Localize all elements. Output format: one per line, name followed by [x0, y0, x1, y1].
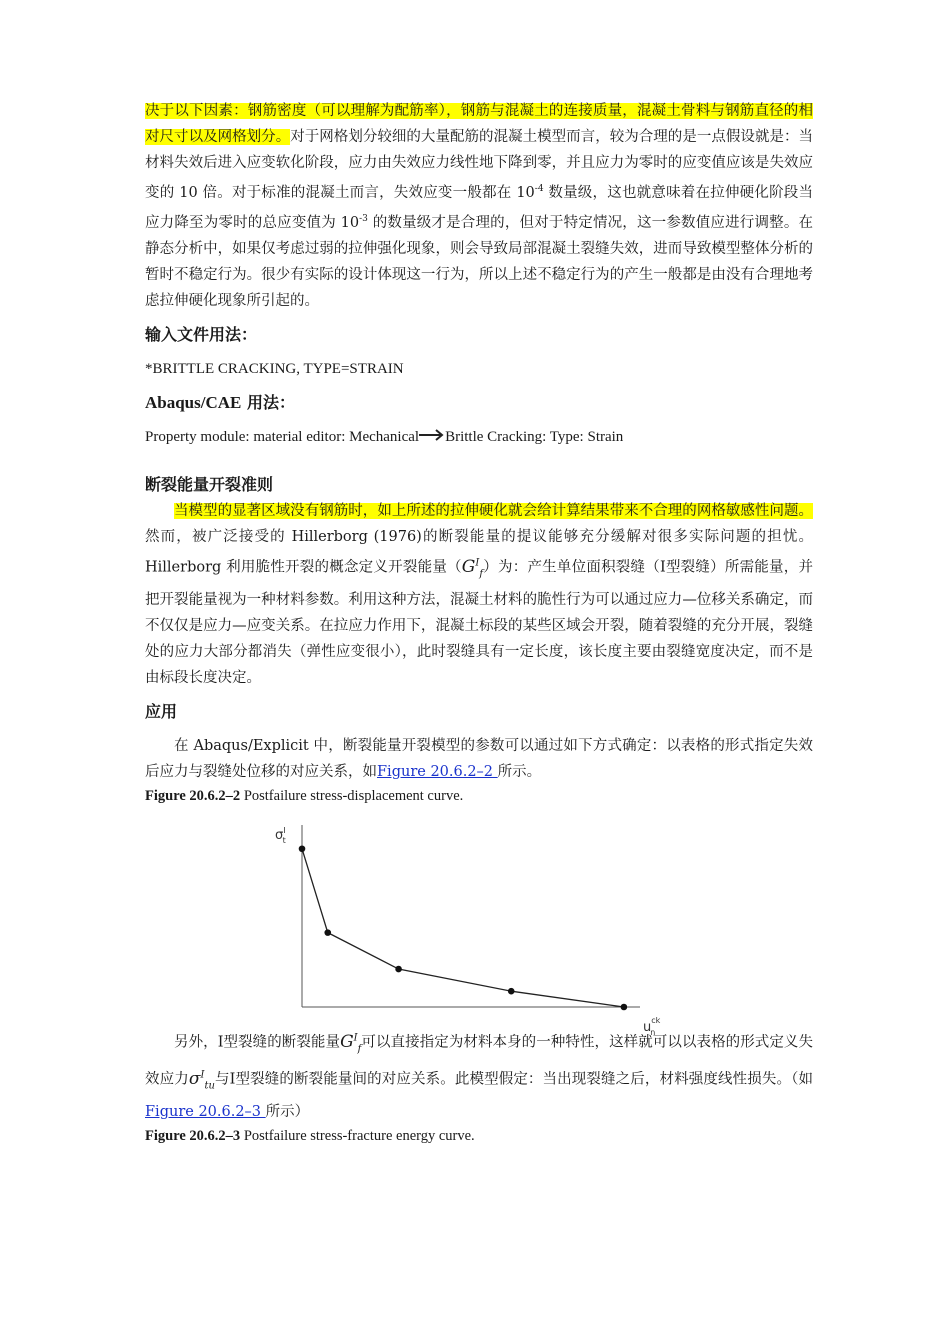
paragraph-factors: 决于以下因素：钢筋密度（可以理解为配筋率），钢筋与混凝土的连接质量，混凝土骨料与钢筋直径的相对尺寸以及网格划分。对于网格划分较细的大量配筋的混凝土模型而言，较为合理的是一点假设就是：当材料失效后进入应变软化阶段，应力由失效应力线性地下降到零，并且应力为零时的应变值应该是失效应变的 10 倍。对于标准的混凝土而言，失效应变一般都在 $10^{-4}$ 数量级，这也就意味着在拉伸硬化阶段当应力降至为零时的总应变值为 $10^{-3}$ 的数量级才是合理的，但对于特定情况，这一参数值应进行调整。在静态分析中，如果仅考虑过弱的拉伸强化现象，则会导致局部混凝土裂缝失效，进而导致模型整体分析的暂时不稳定行为。很少有实际的设计体现这一行为，所以上述不稳定行为的产生一般都是由没有合理地考虑拉伸硬化现象所引起的。	[145, 103, 814, 309]
y-axis-label: $\sigma^I$ t	[275, 826, 286, 846]
figure-caption-2: Figure 20.6.2–2 Postfailure stress-displacement curve.	[145, 788, 464, 805]
input-file-line: *BRITTLE CRACKING, TYPE=STRAIN	[145, 360, 404, 377]
figure-link-3[interactable]: Figure 20.6.2–3	[145, 1104, 266, 1121]
heading-fracture-energy: 断裂能量开裂准则	[145, 475, 274, 495]
stress-displacement-chart	[145, 811, 813, 1038]
data-point-4	[621, 1004, 628, 1011]
data-point-3	[508, 988, 515, 995]
data-points	[299, 846, 628, 1011]
sigma-tu-symbol: $\sigma^I_{tu}$	[188, 1068, 215, 1092]
figure-caption-3: Figure 20.6.2–3 Postfailure stress-fracture energy curve.	[145, 1128, 475, 1145]
data-point-2	[395, 966, 402, 973]
x-axis-label: $u^{ck}$ n	[643, 1016, 661, 1038]
heading-input-usage: 输入文件用法：	[145, 324, 258, 344]
paragraph-explicit: 在 Abaqus/Explicit 中，断裂能量开裂模型的参数可以通过如下方式确定：以表格的形式指定失效后应力与裂缝处位移的对应关系，如Figure 20.6.2–2 所示。	[145, 738, 813, 781]
gf-symbol: $G^I_f$	[340, 1031, 362, 1055]
cae-path-line: Property module: material editor: Mechanical Brittle Cracking: Type: Strain	[145, 424, 813, 451]
gf-symbol: $G^I_f$	[461, 556, 484, 580]
heading-application: 应用	[145, 702, 178, 722]
chart-svg	[145, 811, 813, 1038]
data-point-1	[324, 930, 331, 937]
heading-cae-usage: Abaqus/CAE 用法：	[145, 392, 295, 412]
figure-link-2[interactable]: Figure 20.6.2–2	[377, 764, 498, 781]
paragraph-fracture-property: 另外，Ⅰ型裂缝的断裂能量$G^I_f$可以直接指定为材料本身的一种特性，这样就可以以表格的形式定义失效应力$\sigma^I_{tu}$与Ⅰ型裂缝的断裂能量间的对应关系。此模型假定：当出现裂缝之后，材料强度线性损失。（如Figure 20.6.2–3 所示）	[145, 1031, 813, 1121]
highlighted-text: 决于以下因素：钢筋密度（可以理解为配筋率），钢筋与混凝土的连接质量，混凝土骨料与钢筋直径的相对尺寸以及网格划分。	[145, 103, 813, 145]
right-arrow-icon	[419, 424, 445, 450]
highlighted-text: 当模型的显著区域没有钢筋时，如上所述的拉伸硬化就会给计算结果带来不合理的网格敏感性问题。	[174, 503, 813, 520]
data-point-0	[299, 846, 306, 853]
series-line	[302, 849, 624, 1007]
paragraph-hillerborg: 当模型的显著区域没有钢筋时，如上所述的拉伸硬化就会给计算结果带来不合理的网格敏感性问题。然而，被广泛接受的 Hillerborg (1976)的断裂能量的提议能够充分缓解对很多实际问题的担忧。Hillerborg 利用脆性开裂的概念定义开裂能量$(G^I_f)$为：产生单位面积裂缝（Ⅰ型裂缝）所需能量，并把开裂能量视为一种材料参数。利用这种方法，混凝土材料的脆性行为可以通过应力—位移关系确定，而不仅仅是应力—应变关系。在拉应力作用下，混凝土标段的某些区域会开裂，随着裂缝的充分开展，裂缝处的应力大部分都消失（弹性应变很小），此时裂缝具有一定长度，该长度主要由裂缝宽度决定，而不是由标段长度决定。	[145, 503, 813, 687]
document-page	[145, 98, 813, 1147]
